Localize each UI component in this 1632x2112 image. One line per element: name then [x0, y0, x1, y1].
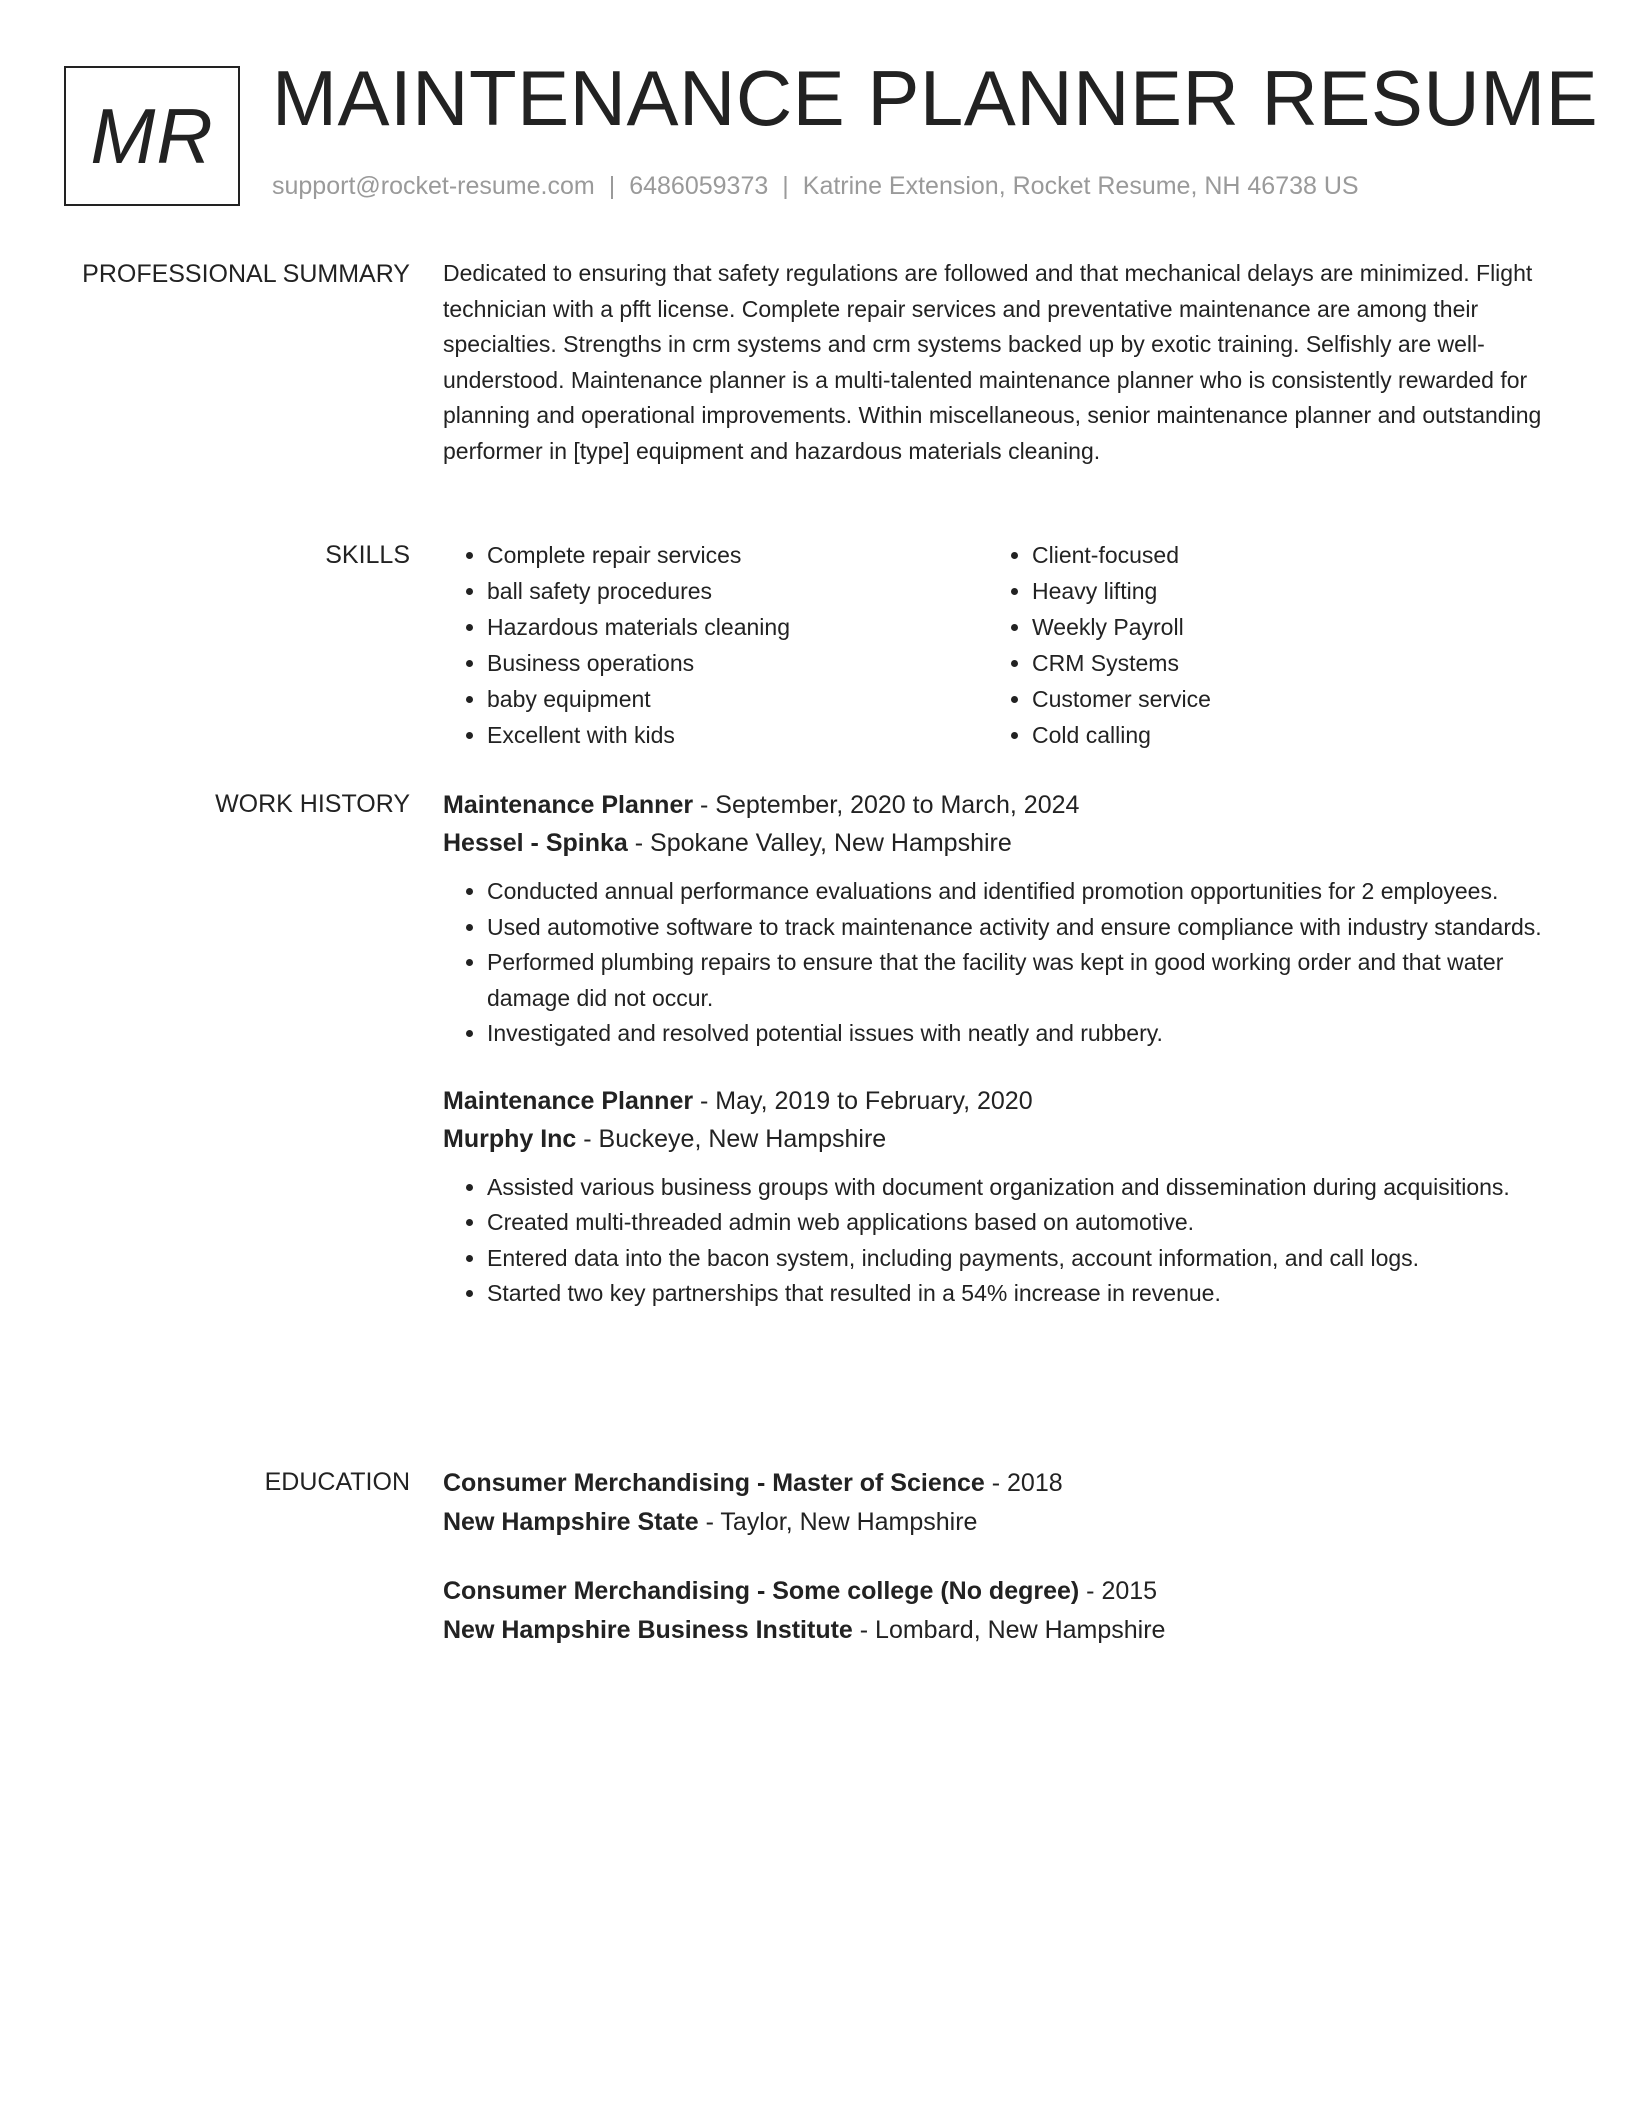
skill-item: • Business operations: [487, 645, 988, 681]
skill-item: • CRM Systems: [1032, 645, 1533, 681]
contact-line: [272, 172, 1359, 201]
job-company: Murphy Inc: [443, 1124, 577, 1153]
job-bullet: • Investigated and resolved potential issues with neatly and rubbery.: [487, 1016, 1563, 1052]
education-entry: [443, 1572, 1563, 1650]
education-year: - 2018: [984, 1469, 1063, 1497]
education-degree-line: [443, 1572, 1563, 1611]
job-company: Hessel - Spinka: [443, 829, 628, 857]
work-body: [443, 786, 1563, 1342]
skill-item: • Client-focused: [1032, 537, 1533, 573]
education-degree: Consumer Merchandising - Master of Science: [443, 1469, 985, 1497]
skills-body: [443, 537, 1563, 753]
education-entry: [443, 1464, 1563, 1542]
job-bullet: • Conducted annual performance evaluations and identified promotion opportunities for 2 employees.: [487, 874, 1563, 910]
job-bullet: • Assisted various business groups with document organization and dissemination during acquisitions.: [487, 1170, 1563, 1206]
job-bullet: • Performed plumbing repairs to ensure that the facility was kept in good working order and that water damage did not occur.: [487, 945, 1563, 1016]
education-school-line: [443, 1611, 1563, 1650]
skill-item: • Excellent with kids: [487, 717, 988, 753]
summary-text: Dedicated to ensuring that safety regulations are followed and that mechanical delays are minimized. Flight technician with a pfft license. Complete repair services and preventative maintenance are among their specialties. Strengths in crm systems and crm systems backed up by exotic training. Selfishly are well-understood. Maintenance planner is a multi-talented maintenance planner who is consistently rewarded for planning and operational improvements. Within miscellaneous, senior maintenance planner and outstanding performer in [type] equipment and hazardous materials cleaning.: [443, 260, 1542, 464]
education-year: - 2015: [1079, 1577, 1158, 1605]
contact-address: Katrine Extension, Rocket Resume, NH 46738 US: [802, 172, 1359, 200]
job-company-line: [443, 1120, 1563, 1158]
job-entry: [443, 1082, 1563, 1312]
skills-list-left: [443, 537, 988, 753]
education-degree: Consumer Merchandising - Some college (No degree): [443, 1577, 1080, 1605]
skill-item: • Cold calling: [1032, 717, 1533, 753]
job-bullet: • Started two key partnerships that resulted in a 54% increase in revenue.: [487, 1276, 1563, 1312]
contact-separator: |: [608, 172, 616, 200]
job-title: Maintenance Planner: [443, 791, 694, 819]
education-degree-line: [443, 1464, 1563, 1503]
job-bullet: • Used automotive software to track maintenance activity and ensure compliance with industry standards.: [487, 910, 1563, 946]
job-company-line: [443, 824, 1563, 862]
skills-columns: [443, 537, 1563, 753]
education-school-line: [443, 1503, 1563, 1542]
job-location: - Spokane Valley, New Hampshire: [627, 829, 1012, 857]
section-label-summary: PROFESSIONAL SUMMARY: [82, 260, 410, 288]
job-title-line: [443, 1082, 1563, 1120]
resume-title: MAINTENANCE PLANNER RESUME: [272, 54, 1599, 142]
job-bullets: [443, 874, 1563, 1052]
job-title: Maintenance Planner: [443, 1086, 694, 1115]
education-school: New Hampshire State: [443, 1508, 699, 1536]
job-bullet: • Entered data into the bacon system, including payments, account information, and call logs.: [487, 1241, 1563, 1277]
initials-monogram: MR: [64, 66, 240, 206]
job-location: - Buckeye, New Hampshire: [576, 1124, 887, 1153]
education-school: New Hampshire Business Institute: [443, 1616, 853, 1644]
job-entry: [443, 786, 1563, 1052]
skill-item: • baby equipment: [487, 681, 988, 717]
job-dates: - May, 2019 to February, 2020: [693, 1086, 1033, 1115]
section-label-education: EDUCATION: [264, 1468, 410, 1496]
section-label-work: WORK HISTORY: [215, 790, 410, 818]
job-bullets: [443, 1170, 1563, 1312]
education-location: - Lombard, New Hampshire: [852, 1616, 1166, 1644]
contact-separator: |: [782, 172, 789, 200]
skills-list-right: [988, 537, 1533, 753]
skill-item: • Hazardous materials cleaning: [487, 609, 988, 645]
summary-body: [443, 256, 1563, 469]
job-dates: - September, 2020 to March, 2024: [693, 791, 1080, 819]
job-title-line: [443, 786, 1563, 824]
section-label-skills: SKILLS: [325, 541, 410, 569]
job-bullet: • Created multi-threaded admin web applications based on automotive.: [487, 1205, 1563, 1241]
education-body: [443, 1464, 1563, 1680]
skill-item: • Complete repair services: [487, 537, 988, 573]
contact-email: support@rocket-resume.com: [272, 172, 595, 200]
education-location: - Taylor, New Hampshire: [698, 1508, 978, 1536]
skill-item: • Weekly Payroll: [1032, 609, 1533, 645]
skill-item: • Customer service: [1032, 681, 1533, 717]
skill-item: • ball safety procedures: [487, 573, 988, 609]
skill-item: • Heavy lifting: [1032, 573, 1533, 609]
contact-phone: 6486059373: [629, 172, 769, 200]
